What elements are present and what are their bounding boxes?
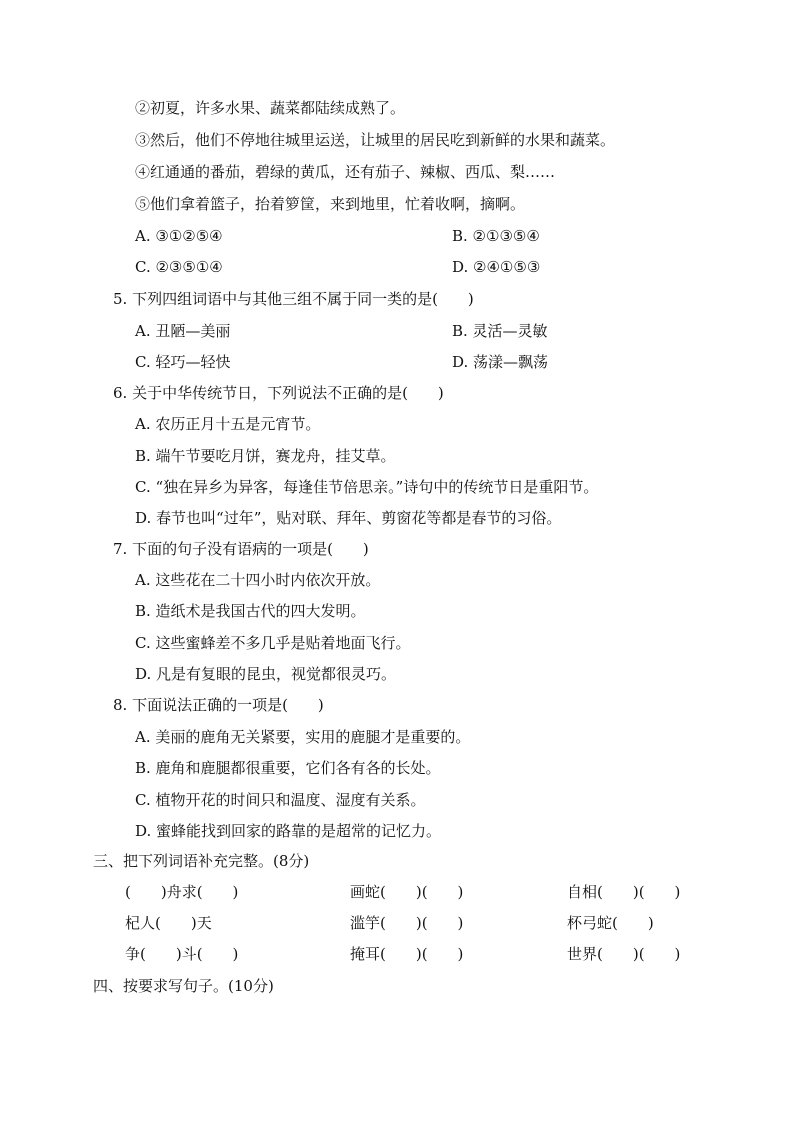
- q4-option-b: B. ②①③⑤④: [452, 227, 540, 245]
- q8-option-c: C. 植物开花的时间只和温度、湿度有关系。: [135, 791, 426, 809]
- q6-option-b: B. 端午节要吃月饼，赛龙舟，挂艾草。: [135, 447, 396, 465]
- q8-option-b: B. 鹿角和鹿腿都很重要，它们各有各的长处。: [135, 759, 441, 777]
- q7-option-b: B. 造纸术是我国古代的四大发明。: [135, 602, 366, 620]
- q4-sentence-4: ④红通通的番茄，碧绿的黄瓜，还有茄子、辣椒、西瓜、梨……: [135, 163, 556, 181]
- q7-option-d: D. 凡是有复眼的昆虫，视觉都很灵巧。: [135, 665, 397, 683]
- section4-title: 四、按要求写句子。(10分): [93, 977, 274, 995]
- idiom-fill-item: 杯弓蛇( ): [567, 914, 654, 932]
- idiom-fill-item: 自相( )( ): [567, 883, 681, 901]
- q6-option-c: C. “独在异乡为异客，每逢佳节倍思亲。”诗句中的传统节日是重阳节。: [135, 478, 599, 496]
- idiom-fill-item: ( )舟求( ): [125, 883, 239, 901]
- q4-sentence-2: ②初夏，许多水果、蔬菜都陆续成熟了。: [135, 99, 406, 117]
- q6-option-a: A. 农历正月十五是元宵节。: [135, 415, 321, 433]
- q8-stem: 8. 下面说法正确的一项是( ): [113, 696, 324, 714]
- idiom-fill-item: 世界( )( ): [567, 945, 681, 963]
- q7-stem: 7. 下面的句子没有语病的一项是( ): [113, 540, 369, 558]
- idiom-fill-item: 画蛇( )( ): [350, 883, 464, 901]
- q4-option-c: C. ②③⑤①④: [135, 258, 223, 276]
- q7-option-a: A. 这些花在二十四小时内依次开放。: [135, 571, 381, 589]
- q4-sentence-5: ⑤他们拿着篮子，抬着箩筐，来到地里，忙着收啊，摘啊。: [135, 195, 526, 213]
- q6-option-d: D. 春节也叫“过年”，贴对联、拜年、剪窗花等都是春节的习俗。: [135, 509, 562, 527]
- q6-stem: 6. 关于中华传统节日，下列说法不正确的是( ): [113, 384, 444, 402]
- q4-option-d: D. ②④①⑤③: [452, 258, 541, 276]
- idiom-fill-item: 争( )斗( ): [125, 945, 239, 963]
- idiom-fill-item: 杞人( )天: [125, 914, 212, 932]
- q4-option-a: A. ③①②⑤④: [135, 227, 223, 245]
- q8-option-a: A. 美丽的鹿角无关紧要，实用的鹿腿才是重要的。: [135, 728, 471, 746]
- idiom-fill-item: 掩耳( )( ): [350, 945, 464, 963]
- q5-option-b: B. 灵活—灵敏: [452, 322, 548, 340]
- q5-option-d: D. 荡漾—飘荡: [452, 353, 549, 371]
- q4-sentence-3: ③然后，他们不停地往城里运送，让城里的居民吃到新鲜的水果和蔬菜。: [135, 131, 616, 149]
- q5-option-a: A. 丑陋—美丽: [135, 322, 231, 340]
- q8-option-d: D. 蜜蜂能找到回家的路靠的是超常的记忆力。: [135, 822, 442, 840]
- q5-option-c: C. 轻巧—轻快: [135, 353, 231, 371]
- q7-option-c: C. 这些蜜蜂差不多几乎是贴着地面飞行。: [135, 634, 411, 652]
- q5-stem: 5. 下列四组词语中与其他三组不属于同一类的是( ): [113, 290, 474, 308]
- idiom-fill-item: 滥竽( )( ): [350, 914, 464, 932]
- section3-title: 三、把下列词语补充完整。(8分): [93, 852, 310, 870]
